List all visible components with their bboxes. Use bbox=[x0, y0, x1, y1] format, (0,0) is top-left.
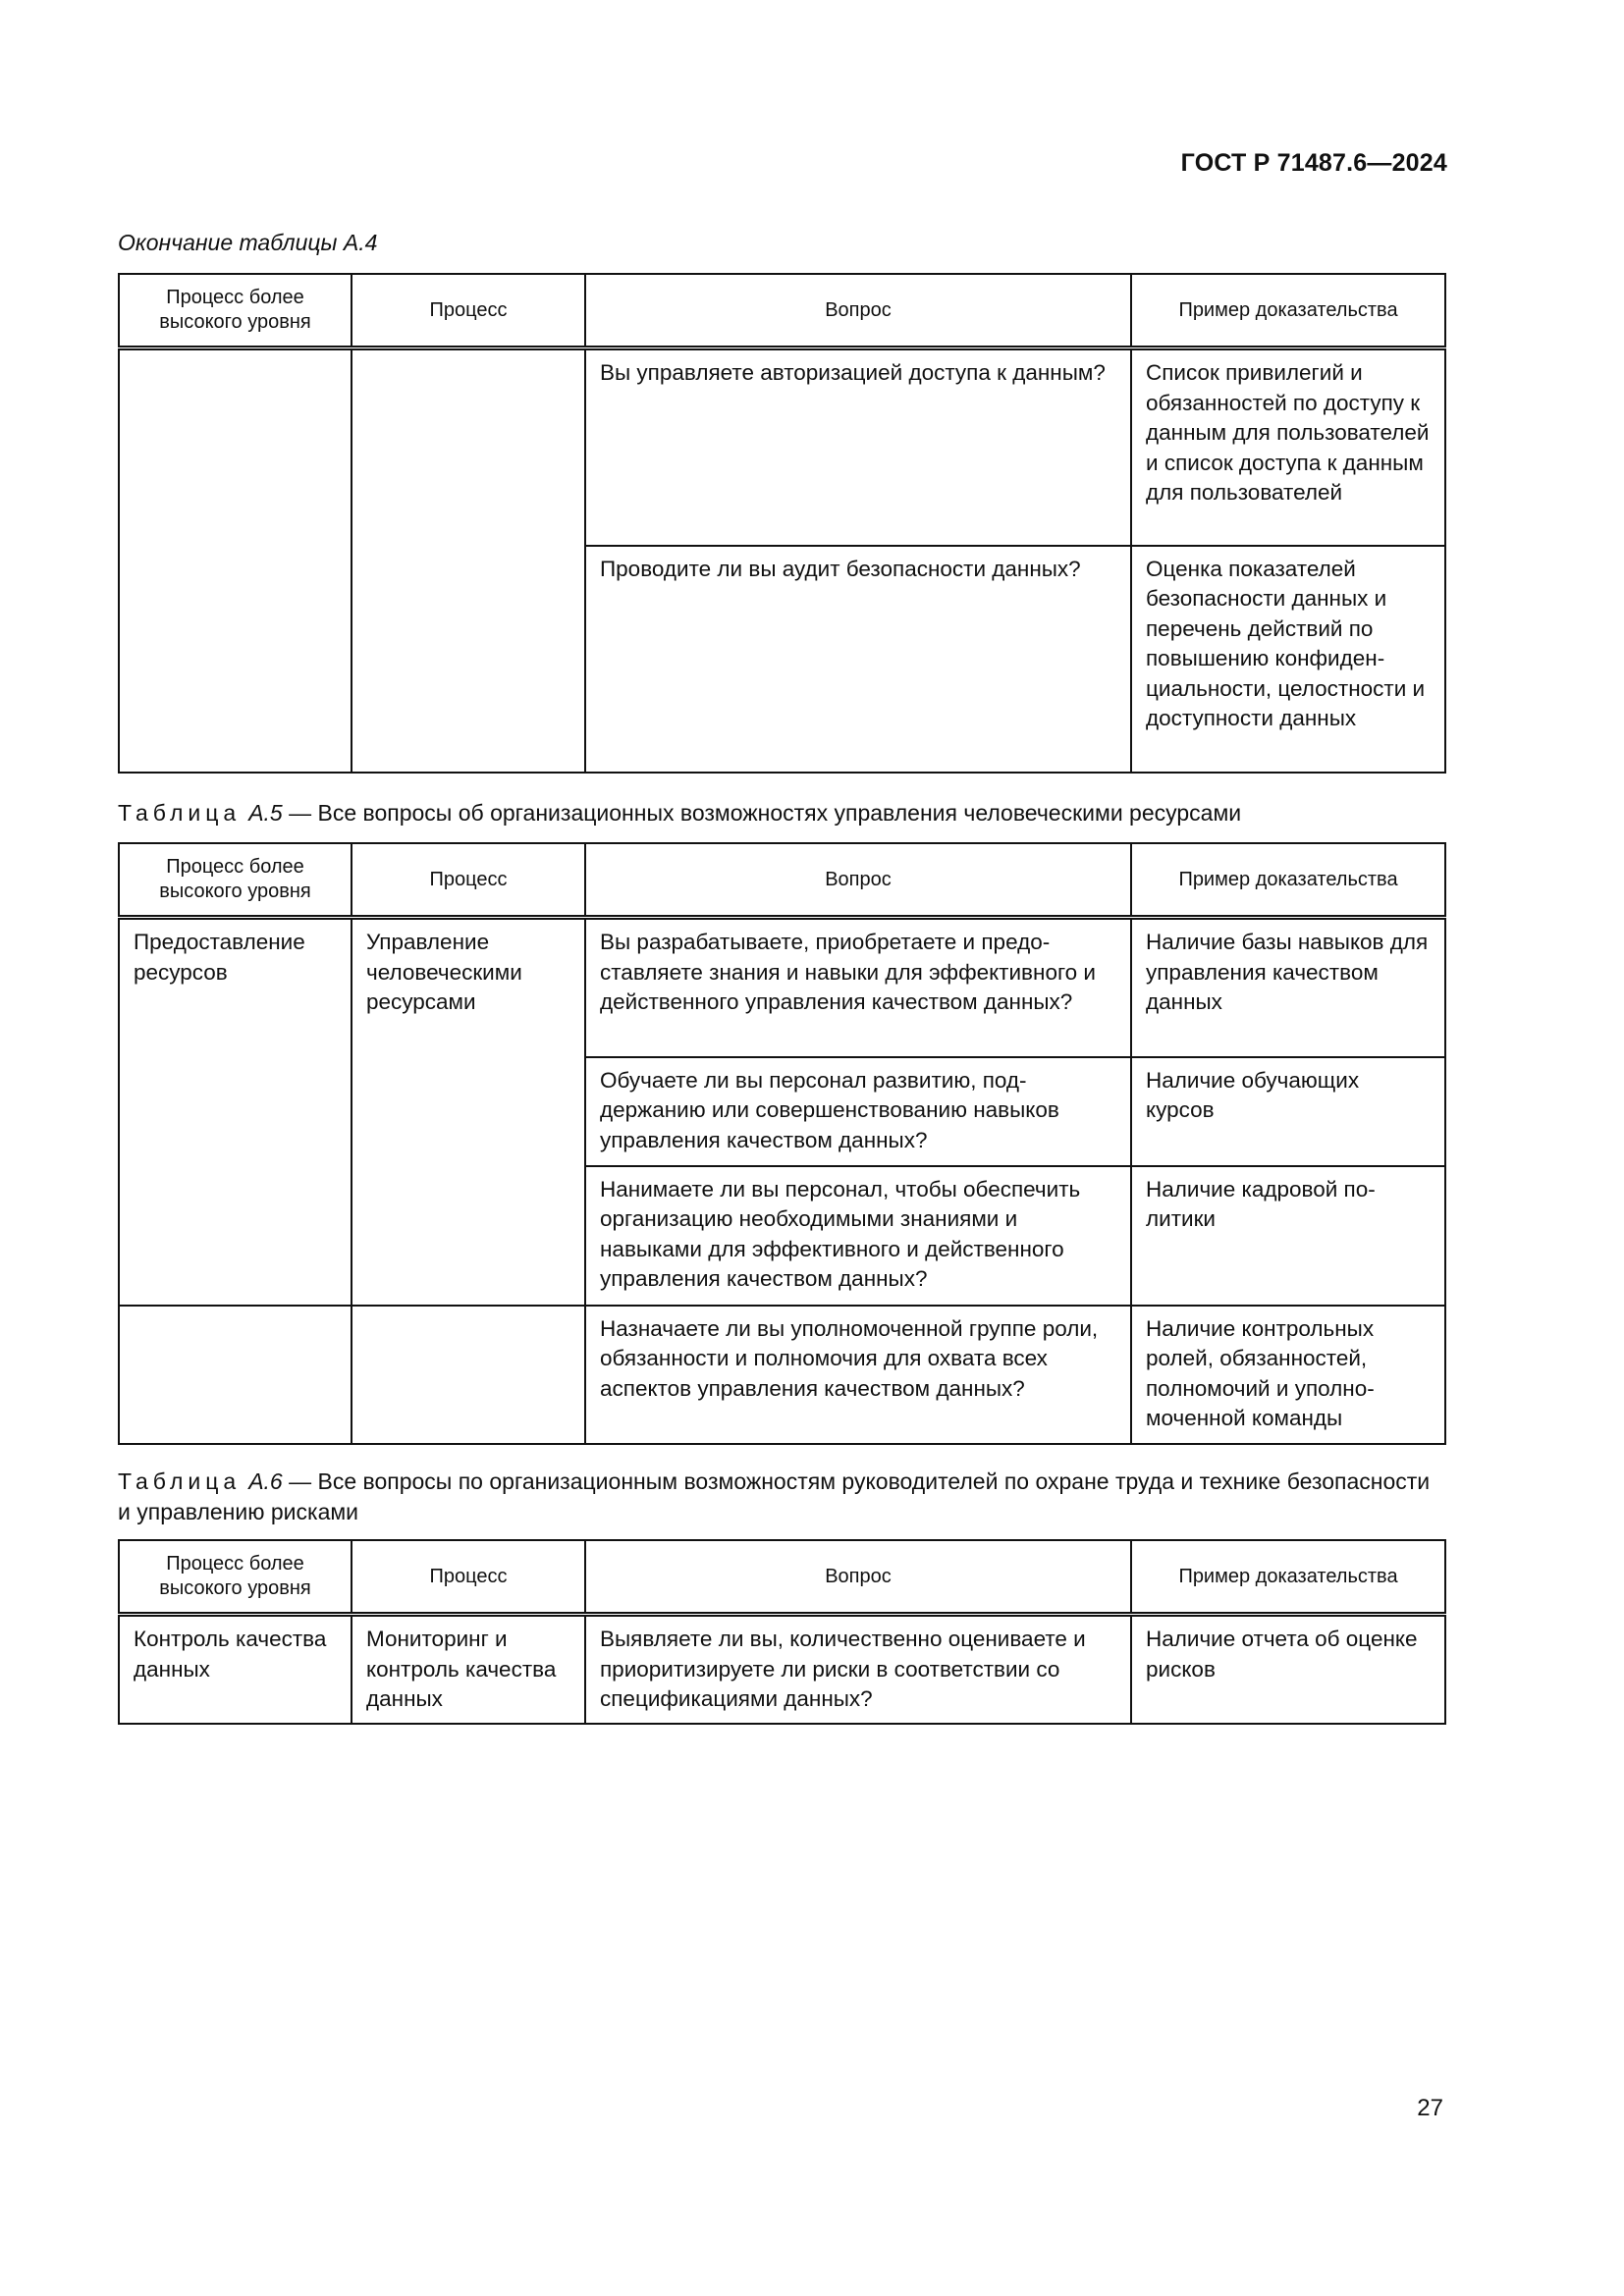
table-row bbox=[119, 348, 1445, 546]
table-a4-continuation-caption: Окончание таблицы А.4 bbox=[118, 230, 378, 255]
table-row bbox=[119, 918, 1445, 1057]
cell-higher-process-empty bbox=[119, 348, 352, 773]
table-label: Таблица bbox=[118, 1468, 242, 1494]
cell-evidence: Наличие базы навыков для управления качеством данных bbox=[1131, 918, 1445, 1057]
column-header-process: Процесс bbox=[352, 274, 585, 348]
page-number: 27 bbox=[1417, 2095, 1443, 2121]
column-header-question: Вопрос bbox=[585, 274, 1131, 348]
column-header-question: Вопрос bbox=[585, 1540, 1131, 1615]
column-header-process: Процесс bbox=[352, 843, 585, 918]
cell-question: Проводите ли вы аудит безопасности данных? bbox=[585, 546, 1131, 773]
cell-process: Мониторинг и контроль качества данных bbox=[352, 1615, 585, 1724]
cell-question: Выявляете ли вы, количественно оцениваете и приоритизируете ли риски в соответствии со спецификациями данных? bbox=[585, 1615, 1131, 1724]
cell-process: Управление человеческими ресурсами bbox=[352, 918, 585, 1306]
column-header-higher-process: Процесс более высокого уровня bbox=[119, 843, 352, 918]
table-a6-caption bbox=[118, 1467, 1443, 1527]
cell-evidence: Наличие контрольных ролей, обязанностей, полномочий и уполномоченной команды bbox=[1131, 1306, 1445, 1444]
column-header-question: Вопрос bbox=[585, 843, 1131, 918]
column-header-higher-process: Процесс более высокого уровня bbox=[119, 1540, 352, 1615]
cell-question: Вы управляете авторизацией доступа к данным? bbox=[585, 348, 1131, 546]
table-header-row bbox=[119, 843, 1445, 918]
table-a4 bbox=[118, 273, 1446, 774]
cell-evidence: Оценка показателей безопасности данных и перечень действий по повышению конфиденциальности, целостности и доступности данных bbox=[1131, 546, 1445, 773]
column-header-evidence: Пример доказательства bbox=[1131, 1540, 1445, 1615]
table-number: А.5 bbox=[248, 800, 283, 826]
cell-evidence: Наличие отчета об оценке рисков bbox=[1131, 1615, 1445, 1724]
table-number: А.6 bbox=[248, 1468, 283, 1494]
cell-higher-process-empty bbox=[119, 1306, 352, 1444]
column-header-evidence: Пример доказательства bbox=[1131, 274, 1445, 348]
cell-process-empty bbox=[352, 1306, 585, 1444]
table-row bbox=[119, 1615, 1445, 1724]
cell-higher-process: Контроль качества данных bbox=[119, 1615, 352, 1724]
column-header-process: Процесс bbox=[352, 1540, 585, 1615]
cell-evidence: Список привилегий и обязанностей по доступу к данным для пользователей и список доступа к данным для пользователей bbox=[1131, 348, 1445, 546]
table-header-row bbox=[119, 274, 1445, 348]
cell-question: Назначаете ли вы уполномоченной группе роли, обязанности и полномочия для охвата всех аспектов управления качеством данных? bbox=[585, 1306, 1131, 1444]
table-title: — Все вопросы по организационным возможностям руководителей по охране труда и технике безопасности и управлению рисками bbox=[118, 1468, 1431, 1524]
cell-question: Нанимаете ли вы персонал, чтобы обеспечить организацию необходимыми знаниями и навыками для эффективного и действенного управления качеством данных? bbox=[585, 1166, 1131, 1306]
cell-evidence: Наличие кадровой политики bbox=[1131, 1166, 1445, 1306]
document-standard-number: ГОСТ Р 71487.6—2024 bbox=[1180, 149, 1447, 177]
cell-question: Вы разрабатываете, приобретаете и предоставляете знания и навыки для эффективного и действенного управления качеством данных? bbox=[585, 918, 1131, 1057]
table-a5-caption bbox=[118, 798, 1443, 828]
column-header-higher-process: Процесс более высокого уровня bbox=[119, 274, 352, 348]
cell-higher-process: Предоставление ресурсов bbox=[119, 918, 352, 1306]
cell-process-empty bbox=[352, 348, 585, 773]
table-title: — Все вопросы об организационных возможностях управления человеческими ресурсами bbox=[282, 800, 1242, 826]
table-a5 bbox=[118, 842, 1446, 1445]
column-header-evidence: Пример доказательства bbox=[1131, 843, 1445, 918]
cell-evidence: Наличие обучающих курсов bbox=[1131, 1057, 1445, 1166]
table-label: Таблица bbox=[118, 800, 242, 826]
table-a6 bbox=[118, 1539, 1446, 1725]
table-row bbox=[119, 1306, 1445, 1444]
table-header-row bbox=[119, 1540, 1445, 1615]
cell-question: Обучаете ли вы персонал развитию, поддержанию или совершенствованию навыков управления качеством данных? bbox=[585, 1057, 1131, 1166]
